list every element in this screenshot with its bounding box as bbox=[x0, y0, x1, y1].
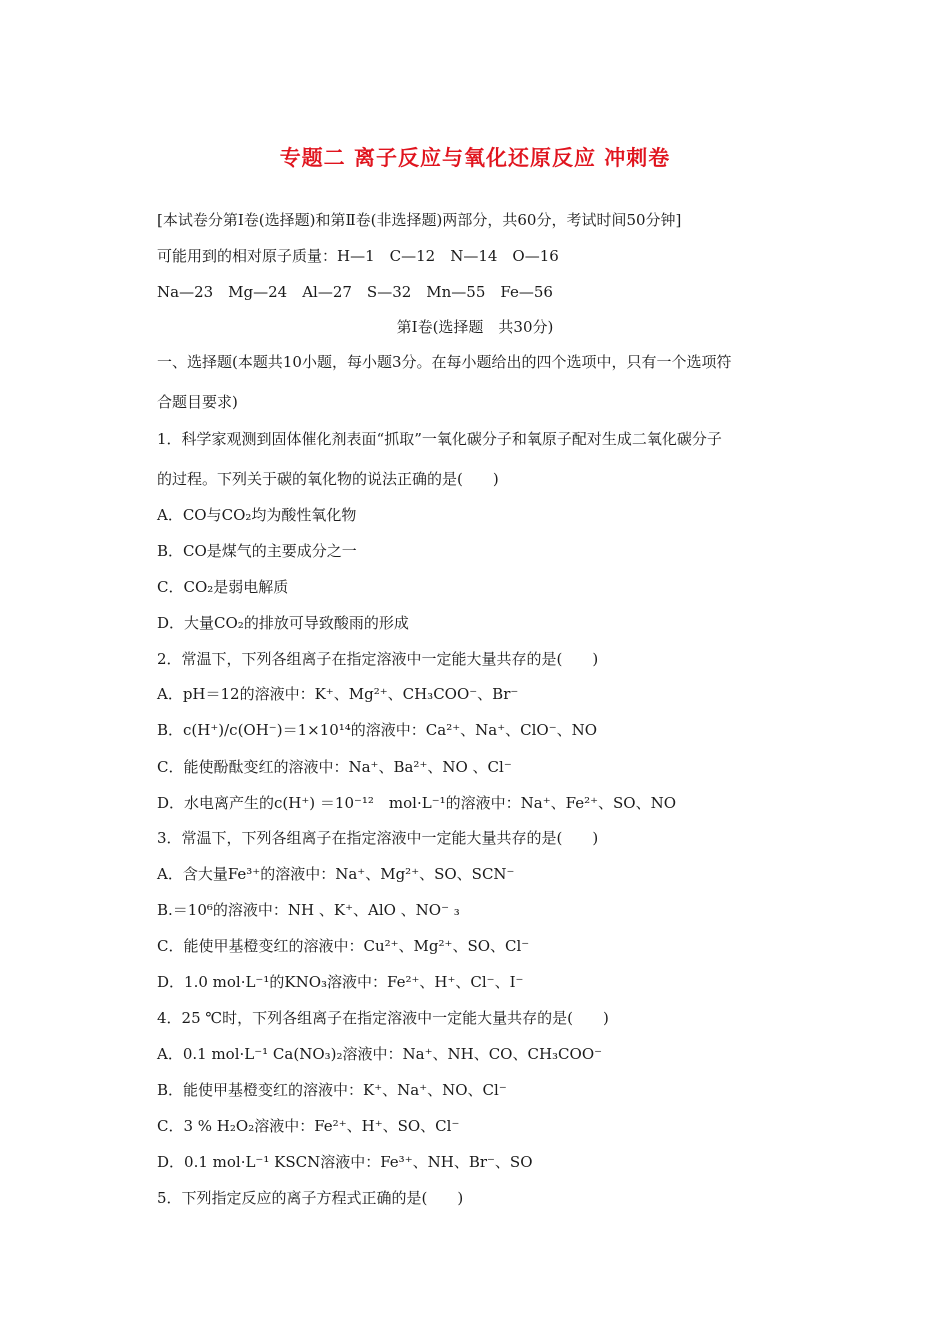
q1-stem-line-2: 的过程。下列关于碳的氧化物的说法正确的是( ) bbox=[157, 470, 499, 488]
q1-option-b: B．CO是煤气的主要成分之一 bbox=[157, 542, 357, 560]
part1-instructions-line-1: 一、选择题(本题共10小题，每小题3分。在每小题给出的四个选项中，只有一个选项符 bbox=[157, 353, 732, 371]
part1-instructions-line-2: 合题目要求) bbox=[157, 393, 238, 411]
q1-option-c: C．CO₂是弱电解质 bbox=[157, 578, 289, 596]
q1-option-d: D．大量CO₂的排放可导致酸雨的形成 bbox=[157, 614, 409, 632]
q4-option-b: B．能使甲基橙变红的溶液中：K⁺、Na⁺、NO、Cl⁻ bbox=[157, 1081, 507, 1099]
q1-option-a: A．CO与CO₂均为酸性氧化物 bbox=[157, 506, 357, 524]
atomic-masses-line-2: Na—23 Mg—24 Al—27 S—32 Mn—55 Fe—56 bbox=[157, 283, 553, 301]
section-heading: 第Ⅰ卷(选择题 共30分) bbox=[396, 318, 554, 336]
q2-option-c: C．能使酚酞变红的溶液中：Na⁺、Ba²⁺、NO 、Cl⁻ bbox=[157, 758, 512, 776]
q4-stem: 4．25 ℃时，下列各组离子在指定溶液中一定能大量共存的是( ) bbox=[157, 1009, 609, 1027]
q3-option-a: A．含大量Fe³⁺的溶液中：Na⁺、Mg²⁺、SO、SCN⁻ bbox=[157, 865, 515, 883]
q2-option-a: A．pH＝12的溶液中：K⁺、Mg²⁺、CH₃COO⁻、Br⁻ bbox=[157, 685, 519, 703]
q2-stem: 2．常温下，下列各组离子在指定溶液中一定能大量共存的是( ) bbox=[157, 650, 599, 668]
q5-stem: 5．下列指定反应的离子方程式正确的是( ) bbox=[157, 1189, 464, 1207]
atomic-masses-line-1: 可能用到的相对原子质量：H—1 C—12 N—14 O—16 bbox=[157, 247, 559, 265]
q1-stem-line-1: 1．科学家观测到固体催化剂表面“抓取”一氧化碳分子和氧原子配对生成二氧化碳分子 bbox=[157, 430, 722, 448]
q3-option-c: C．能使甲基橙变红的溶液中：Cu²⁺、Mg²⁺、SO、Cl⁻ bbox=[157, 937, 530, 955]
q2-option-d: D．水电离产生的c(H⁺) ＝10⁻¹² mol·L⁻¹的溶液中：Na⁺、Fe²⁺、SO、NO bbox=[157, 794, 677, 812]
q4-option-a: A．0.1 mol·L⁻¹ Ca(NO₃)₂溶液中：Na⁺、NH、CO、CH₃COO⁻ bbox=[157, 1045, 603, 1063]
q2-option-b: B．c(H⁺)/c(OH⁻)＝1×10¹⁴的溶液中：Ca²⁺、Na⁺、ClO⁻、NO bbox=[157, 721, 598, 739]
page-title: 专题二 离子反应与氧化还原反应 冲刺卷 bbox=[279, 146, 671, 170]
q3-stem: 3．常温下，下列各组离子在指定溶液中一定能大量共存的是( ) bbox=[157, 829, 599, 847]
q3-option-b: B.＝10⁶的溶液中：NH 、K⁺、AlO 、NO⁻ ₃ bbox=[157, 901, 460, 919]
q4-option-c: C．3 % H₂O₂溶液中：Fe²⁺、H⁺、SO、Cl⁻ bbox=[157, 1117, 460, 1135]
exam-intro: [本试卷分第Ⅰ卷(选择题)和第Ⅱ卷(非选择题)两部分，共60分，考试时间50分钟] bbox=[157, 211, 682, 229]
q3-option-d: D．1.0 mol·L⁻¹的KNO₃溶液中：Fe²⁺、H⁺、Cl⁻、I⁻ bbox=[157, 973, 524, 991]
q4-option-d: D．0.1 mol·L⁻¹ KSCN溶液中：Fe³⁺、NH、Br⁻、SO bbox=[157, 1153, 533, 1171]
